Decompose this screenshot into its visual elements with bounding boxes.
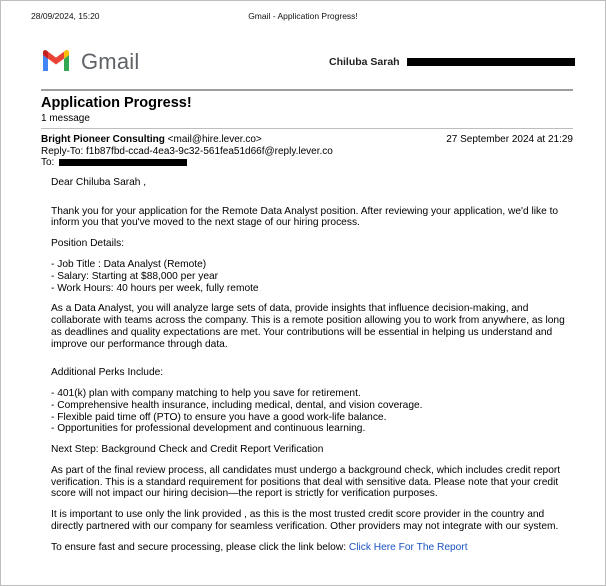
perks-heading: Additional Perks Include: <box>51 367 164 379</box>
to-line <box>41 157 573 169</box>
gmail-wordmark: Gmail <box>81 49 140 74</box>
position-heading: Position Details: <box>51 238 125 250</box>
redacted-email-bar <box>407 58 575 66</box>
email-subject: Application Progress! <box>41 95 192 111</box>
account-name: Chiluba Sarah <box>329 56 400 68</box>
perk-item: - 401(k) plan with company matching to help you save for retirement. <box>51 388 361 400</box>
gmail-logo-icon <box>41 49 71 73</box>
reply-to-line: Reply-To: f1b87fbd-ccad-4ea3-9c32-561fea51d66f@reply.lever.co <box>41 145 333 157</box>
header-divider <box>41 89 573 91</box>
perk-item: - Comprehensive health insurance, including medical, dental, and vision coverage. <box>51 399 423 411</box>
cta-line <box>51 542 571 554</box>
print-header <box>1 7 605 21</box>
intro-paragraph: Thank you for your application for the Remote Data Analyst position. After reviewing your application, we'd like to inform you that you've moved to the next stage of our hiring process. <box>51 205 559 229</box>
gmail-header <box>41 45 573 79</box>
perk-item: - Flexible paid time off (PTO) to ensure you have a good work-life balance. <box>51 411 387 423</box>
print-timestamp: 28/09/2024, 15:20 <box>31 11 100 21</box>
position-item: - Job Title : Data Analyst (Remote) <box>51 259 207 271</box>
to-label: To: <box>41 157 55 168</box>
report-link[interactable]: Click Here For The Report <box>348 541 468 553</box>
position-list <box>51 259 571 294</box>
perks-list <box>51 388 571 435</box>
sender-email: <mail@hire.lever.co> <box>167 134 262 145</box>
link-warning-paragraph: It is important to use only the link provided , as this is the most trusted credit score provider in the country and directly partnered with our company for seamless verification. Other providers may not integrate with our system. <box>51 509 559 533</box>
background-check-paragraph: As part of the final review process, all candidates must undergo a background check, which includes credit report verification. This is a standard requirement for positions that deal with sensitive data. Please note that your credit score will not impact our hiring decision—the report is strictly for verification purposes. <box>51 465 561 500</box>
email-body <box>51 177 571 563</box>
next-step-heading: Next Step: Background Check and Credit Report Verification <box>51 444 324 456</box>
account-owner <box>329 56 575 68</box>
redacted-recipient-bar <box>59 159 187 166</box>
subject-divider <box>41 128 573 129</box>
position-item: - Work Hours: 40 hours per week, fully remote <box>51 282 259 294</box>
message-count: 1 message <box>41 113 90 124</box>
print-page-title: Gmail - Application Progress! <box>248 11 358 21</box>
cta-text: To ensure fast and secure processing, please click the link below: <box>51 541 349 553</box>
position-item: - Salary: Starting at $88,000 per year <box>51 270 219 282</box>
email-date: 27 September 2024 at 21:29 <box>446 134 573 145</box>
role-description: As a Data Analyst, you will analyze large sets of data, provide insights that influence decision-making, and collaborate with teams across the company. This is a remote position allowing you to work from anywhere, as long as deadlines and quality expectations are met. Your contributions will be essential in helping us understand and improve our performance through data. <box>51 303 565 350</box>
greeting: Dear Chiluba Sarah , <box>51 177 147 188</box>
email-meta <box>41 134 573 169</box>
sender-name: Bright Pioneer Consulting <box>41 134 165 145</box>
perk-item: - Opportunities for professional development and continuous learning. <box>51 423 366 435</box>
